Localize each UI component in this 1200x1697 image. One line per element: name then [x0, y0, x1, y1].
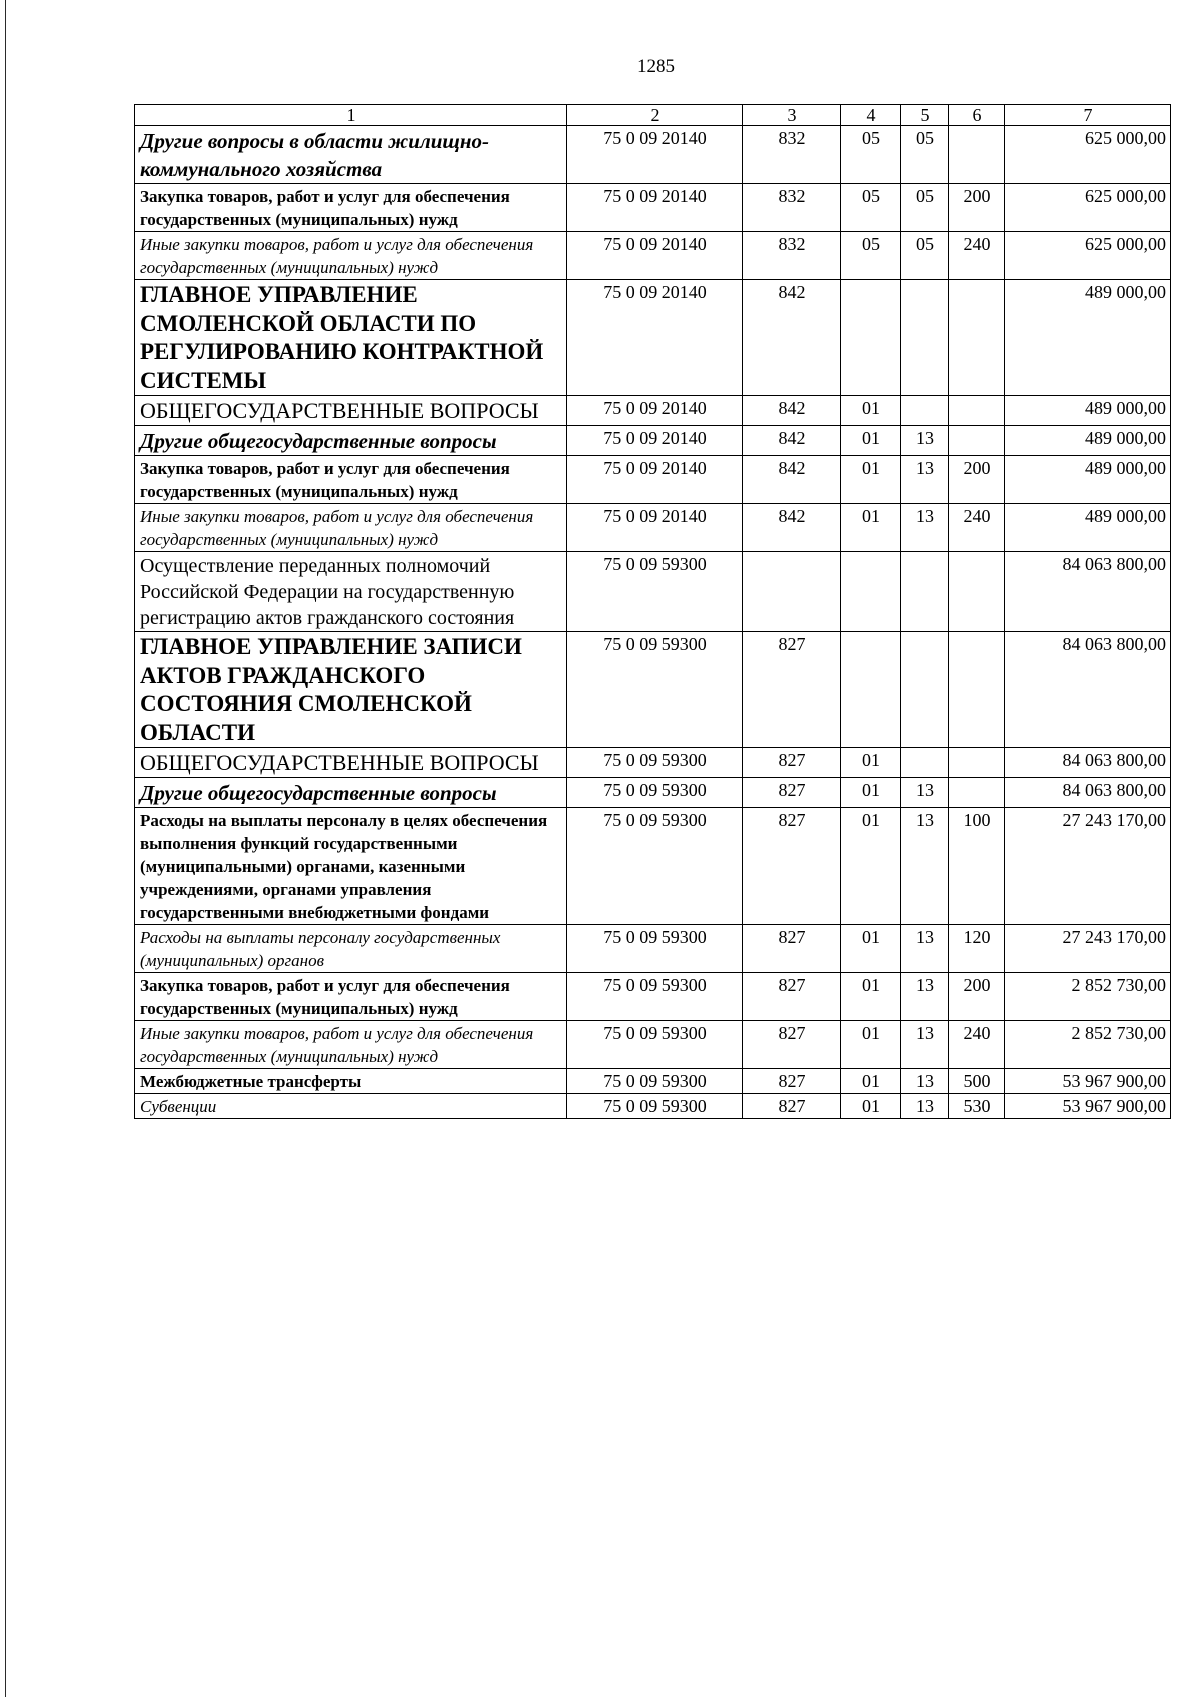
row-expense-type-cell: 200 [949, 184, 1005, 232]
row-code-cell: 75 0 09 20140 [567, 396, 743, 426]
row-subsection-cell: 13 [901, 1094, 949, 1119]
scan-edge-line [5, 0, 6, 1697]
row-section-cell: 01 [841, 426, 901, 456]
row-expense-type-cell: 500 [949, 1069, 1005, 1094]
table-row [135, 1094, 1171, 1119]
row-section-cell [841, 280, 901, 396]
row-expense-type-cell: 100 [949, 808, 1005, 925]
budget-table [134, 104, 1171, 1119]
header-col-3: 3 [743, 105, 841, 126]
table-row [135, 1069, 1171, 1094]
row-admin-cell: 842 [743, 396, 841, 426]
row-amount-cell: 84 063 800,00 [1005, 632, 1171, 748]
row-amount-cell: 489 000,00 [1005, 426, 1171, 456]
row-name-cell: Другие вопросы в области жилищно-коммунального хозяйства [135, 126, 567, 184]
table-row [135, 748, 1171, 778]
row-code-cell: 75 0 09 59300 [567, 1021, 743, 1069]
row-expense-type-cell: 240 [949, 1021, 1005, 1069]
row-admin-cell: 827 [743, 748, 841, 778]
row-subsection-cell: 13 [901, 973, 949, 1021]
table-header-row [135, 105, 1171, 126]
row-amount-cell: 53 967 900,00 [1005, 1069, 1171, 1094]
row-code-cell: 75 0 09 59300 [567, 808, 743, 925]
row-expense-type-cell [949, 126, 1005, 184]
row-name-cell: ОБЩЕГОСУДАРСТВЕННЫЕ ВОПРОСЫ [135, 396, 567, 426]
row-admin-cell: 827 [743, 632, 841, 748]
header-col-5: 5 [901, 105, 949, 126]
row-section-cell: 01 [841, 973, 901, 1021]
header-col-1: 1 [135, 105, 567, 126]
row-name-cell: Иные закупки товаров, работ и услуг для обеспечения государственных (муниципальных) нужд [135, 1021, 567, 1069]
row-name-cell: Субвенции [135, 1094, 567, 1119]
row-subsection-cell: 13 [901, 504, 949, 552]
table-row [135, 1021, 1171, 1069]
row-section-cell: 01 [841, 1094, 901, 1119]
row-code-cell: 75 0 09 20140 [567, 126, 743, 184]
header-col-6: 6 [949, 105, 1005, 126]
row-subsection-cell: 05 [901, 232, 949, 280]
row-subsection-cell: 05 [901, 184, 949, 232]
table-body [135, 105, 1171, 1119]
row-name-cell: Закупка товаров, работ и услуг для обеспечения государственных (муниципальных) нужд [135, 456, 567, 504]
row-subsection-cell [901, 552, 949, 632]
row-amount-cell: 27 243 170,00 [1005, 925, 1171, 973]
row-expense-type-cell: 200 [949, 456, 1005, 504]
row-amount-cell: 84 063 800,00 [1005, 748, 1171, 778]
row-code-cell: 75 0 09 59300 [567, 748, 743, 778]
row-section-cell: 05 [841, 126, 901, 184]
row-expense-type-cell: 200 [949, 973, 1005, 1021]
row-expense-type-cell: 240 [949, 504, 1005, 552]
row-name-cell: Иные закупки товаров, работ и услуг для обеспечения государственных (муниципальных) нужд [135, 504, 567, 552]
table-row [135, 973, 1171, 1021]
table-row [135, 280, 1171, 396]
row-expense-type-cell: 530 [949, 1094, 1005, 1119]
row-subsection-cell: 13 [901, 456, 949, 504]
row-code-cell: 75 0 09 59300 [567, 778, 743, 808]
row-section-cell: 01 [841, 778, 901, 808]
row-name-cell: Осуществление переданных полномочий Российской Федерации на государственную регистрацию актов гражданского состояния [135, 552, 567, 632]
row-admin-cell: 827 [743, 973, 841, 1021]
row-section-cell: 01 [841, 456, 901, 504]
row-amount-cell: 489 000,00 [1005, 396, 1171, 426]
row-code-cell: 75 0 09 20140 [567, 456, 743, 504]
row-subsection-cell [901, 748, 949, 778]
row-name-cell: Расходы на выплаты персоналу в целях обеспечения выполнения функций государственными (муниципальными) органами, казенными учреждениями, органами управления государственными внебюджетными фондами [135, 808, 567, 925]
row-section-cell: 01 [841, 925, 901, 973]
table-row [135, 426, 1171, 456]
row-name-cell: Межбюджетные трансферты [135, 1069, 567, 1094]
row-amount-cell: 84 063 800,00 [1005, 778, 1171, 808]
row-subsection-cell: 13 [901, 925, 949, 973]
row-admin-cell: 827 [743, 1094, 841, 1119]
row-admin-cell: 827 [743, 1069, 841, 1094]
table-row [135, 552, 1171, 632]
row-subsection-cell [901, 280, 949, 396]
row-name-cell: ГЛАВНОЕ УПРАВЛЕНИЕ СМОЛЕНСКОЙ ОБЛАСТИ ПО РЕГУЛИРОВАНИЮ КОНТРАКТНОЙ СИСТЕМЫ [135, 280, 567, 396]
table-row [135, 808, 1171, 925]
row-subsection-cell: 13 [901, 1021, 949, 1069]
row-name-cell: ОБЩЕГОСУДАРСТВЕННЫЕ ВОПРОСЫ [135, 748, 567, 778]
row-expense-type-cell [949, 552, 1005, 632]
row-name-cell: Иные закупки товаров, работ и услуг для обеспечения государственных (муниципальных) нужд [135, 232, 567, 280]
row-amount-cell: 53 967 900,00 [1005, 1094, 1171, 1119]
row-expense-type-cell [949, 280, 1005, 396]
row-section-cell: 05 [841, 232, 901, 280]
row-code-cell: 75 0 09 59300 [567, 1069, 743, 1094]
row-amount-cell: 489 000,00 [1005, 456, 1171, 504]
row-code-cell: 75 0 09 59300 [567, 1094, 743, 1119]
row-subsection-cell: 13 [901, 808, 949, 925]
row-admin-cell: 827 [743, 808, 841, 925]
row-amount-cell: 489 000,00 [1005, 504, 1171, 552]
header-col-2: 2 [567, 105, 743, 126]
row-expense-type-cell [949, 778, 1005, 808]
row-amount-cell: 625 000,00 [1005, 184, 1171, 232]
row-amount-cell: 84 063 800,00 [1005, 552, 1171, 632]
row-admin-cell: 832 [743, 184, 841, 232]
row-name-cell: Закупка товаров, работ и услуг для обеспечения государственных (муниципальных) нужд [135, 973, 567, 1021]
row-code-cell: 75 0 09 20140 [567, 426, 743, 456]
row-code-cell: 75 0 09 20140 [567, 280, 743, 396]
row-amount-cell: 625 000,00 [1005, 232, 1171, 280]
row-code-cell: 75 0 09 59300 [567, 632, 743, 748]
row-amount-cell: 27 243 170,00 [1005, 808, 1171, 925]
row-section-cell: 01 [841, 1021, 901, 1069]
row-subsection-cell: 13 [901, 426, 949, 456]
row-subsection-cell: 13 [901, 1069, 949, 1094]
row-section-cell: 01 [841, 396, 901, 426]
row-code-cell: 75 0 09 59300 [567, 973, 743, 1021]
row-admin-cell: 842 [743, 504, 841, 552]
row-subsection-cell: 05 [901, 126, 949, 184]
row-admin-cell: 827 [743, 1021, 841, 1069]
row-admin-cell: 832 [743, 232, 841, 280]
row-amount-cell: 2 852 730,00 [1005, 1021, 1171, 1069]
row-expense-type-cell [949, 632, 1005, 748]
row-expense-type-cell: 120 [949, 925, 1005, 973]
row-code-cell: 75 0 09 20140 [567, 184, 743, 232]
row-section-cell: 01 [841, 504, 901, 552]
row-amount-cell: 2 852 730,00 [1005, 973, 1171, 1021]
row-expense-type-cell [949, 396, 1005, 426]
table-row [135, 126, 1171, 184]
row-section-cell: 01 [841, 1069, 901, 1094]
row-expense-type-cell [949, 426, 1005, 456]
header-col-7: 7 [1005, 105, 1171, 126]
row-expense-type-cell [949, 748, 1005, 778]
row-admin-cell: 827 [743, 778, 841, 808]
row-section-cell: 01 [841, 748, 901, 778]
row-expense-type-cell: 240 [949, 232, 1005, 280]
row-admin-cell: 832 [743, 126, 841, 184]
row-section-cell: 01 [841, 808, 901, 925]
row-admin-cell: 842 [743, 280, 841, 396]
table-row [135, 778, 1171, 808]
row-name-cell: Другие общегосударственные вопросы [135, 778, 567, 808]
row-subsection-cell: 13 [901, 778, 949, 808]
row-admin-cell: 842 [743, 426, 841, 456]
row-name-cell: Другие общегосударственные вопросы [135, 426, 567, 456]
header-col-4: 4 [841, 105, 901, 126]
row-subsection-cell [901, 396, 949, 426]
row-admin-cell: 842 [743, 456, 841, 504]
table-row [135, 925, 1171, 973]
row-code-cell: 75 0 09 59300 [567, 925, 743, 973]
table-row [135, 184, 1171, 232]
row-section-cell [841, 632, 901, 748]
row-section-cell: 05 [841, 184, 901, 232]
table-row [135, 232, 1171, 280]
table-row [135, 632, 1171, 748]
table-row [135, 504, 1171, 552]
row-subsection-cell [901, 632, 949, 748]
row-name-cell: ГЛАВНОЕ УПРАВЛЕНИЕ ЗАПИСИ АКТОВ ГРАЖДАНСКОГО СОСТОЯНИЯ СМОЛЕНСКОЙ ОБЛАСТИ [135, 632, 567, 748]
row-name-cell: Расходы на выплаты персоналу государственных (муниципальных) органов [135, 925, 567, 973]
table-row [135, 396, 1171, 426]
row-code-cell: 75 0 09 20140 [567, 504, 743, 552]
table-row [135, 456, 1171, 504]
row-amount-cell: 489 000,00 [1005, 280, 1171, 396]
row-admin-cell: 827 [743, 925, 841, 973]
row-code-cell: 75 0 09 59300 [567, 552, 743, 632]
row-section-cell [841, 552, 901, 632]
row-code-cell: 75 0 09 20140 [567, 232, 743, 280]
row-name-cell: Закупка товаров, работ и услуг для обеспечения государственных (муниципальных) нужд [135, 184, 567, 232]
row-amount-cell: 625 000,00 [1005, 126, 1171, 184]
row-admin-cell [743, 552, 841, 632]
page-number: 1285 [637, 56, 675, 77]
